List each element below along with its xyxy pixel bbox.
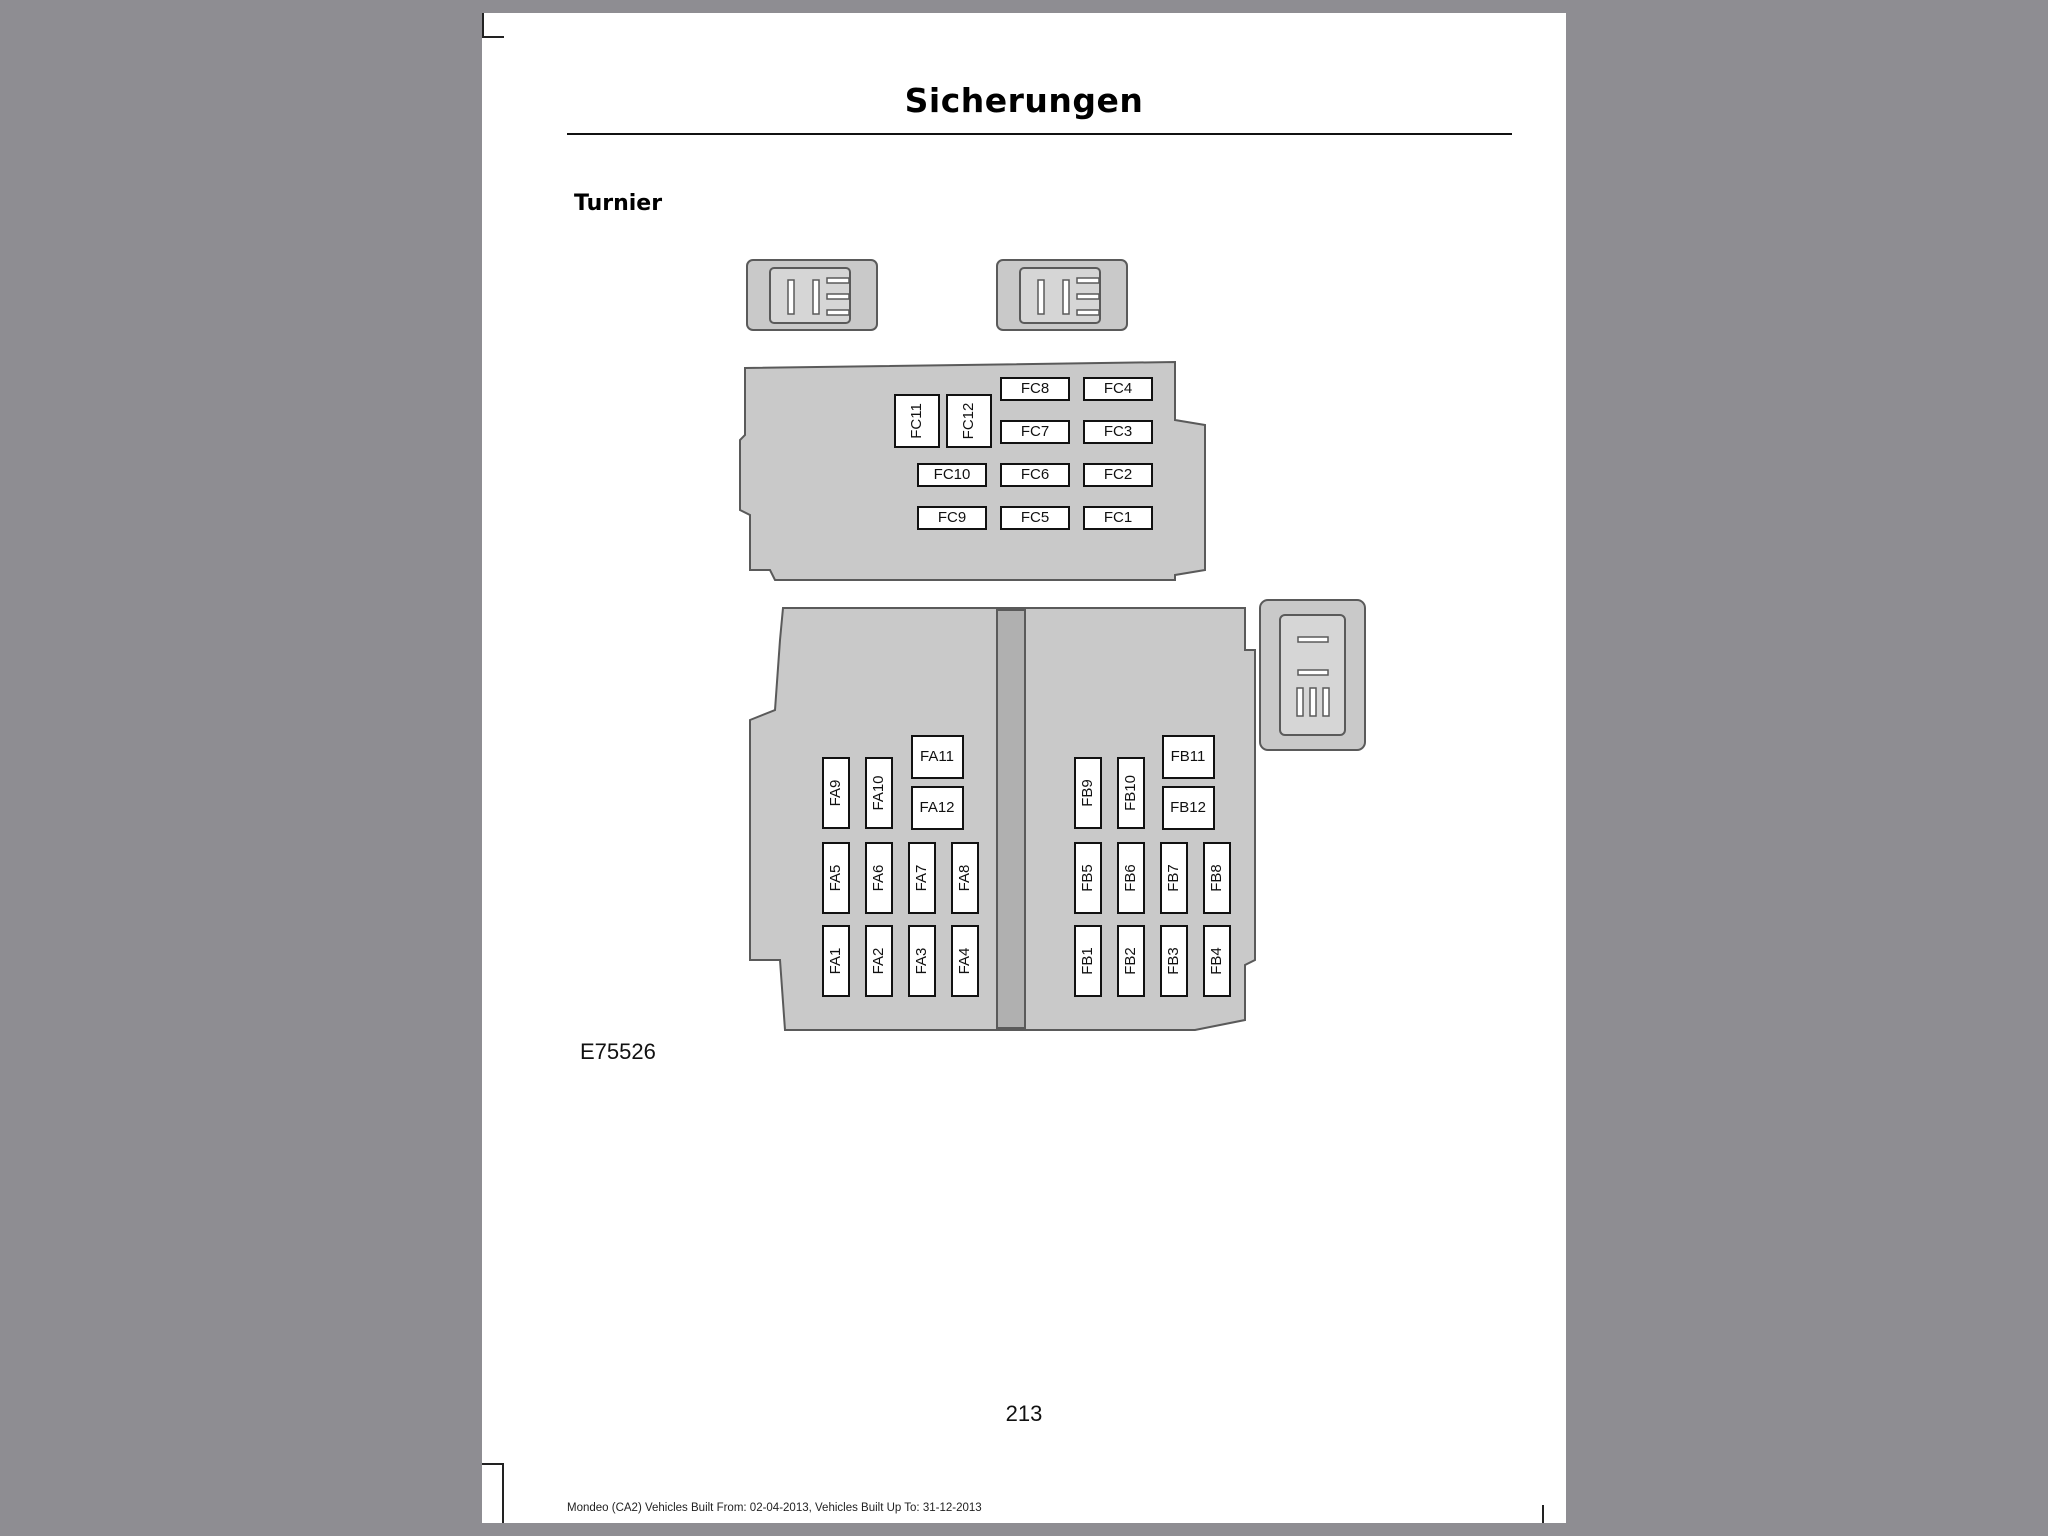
relay-slot	[1323, 688, 1329, 716]
relay-slot	[1077, 294, 1099, 299]
fuse-fb9	[1075, 758, 1101, 828]
svg-text:FA9: FA9	[826, 779, 844, 807]
fuse-fc5	[1001, 507, 1069, 529]
relay-slot	[813, 280, 819, 314]
svg-text:FC6: FC6	[1020, 465, 1050, 483]
relay-slot	[827, 278, 849, 283]
fuse-fc1	[1084, 507, 1152, 529]
svg-text:FB2: FB2	[1121, 947, 1139, 975]
fuse-fa11	[912, 736, 963, 778]
fuse-fb7	[1161, 843, 1187, 913]
fuse-fb11	[1163, 736, 1214, 778]
relay-slot	[1077, 310, 1099, 315]
relay-slot	[1297, 688, 1303, 716]
page-title: Sicherungen	[904, 81, 1144, 120]
page-footer: Mondeo (CA2) Vehicles Built From: 02-04-2013, Vehicles Built Up To: 31-12-2013	[567, 1502, 982, 1514]
svg-text:FA6: FA6	[869, 864, 887, 892]
relay-slot	[1077, 278, 1099, 283]
crop-mark-top-left-h	[482, 36, 504, 38]
fuse-fa4	[952, 926, 978, 996]
svg-text:FC1: FC1	[1103, 508, 1133, 526]
fuse-fc10	[918, 464, 986, 486]
relay-slot	[1310, 688, 1316, 716]
crop-mark-top-left	[482, 13, 484, 37]
fuse-fb4	[1204, 926, 1230, 996]
relay-slot	[827, 294, 849, 299]
svg-text:FA1: FA1	[826, 947, 844, 975]
fuse-fc3	[1084, 421, 1152, 443]
svg-text:FC5: FC5	[1020, 508, 1050, 526]
svg-text:FC9: FC9	[937, 508, 967, 526]
svg-text:FB3: FB3	[1164, 947, 1182, 975]
fuse-fb10	[1118, 758, 1144, 828]
fuse-fc9	[918, 507, 986, 529]
page-number: 213	[1005, 1401, 1043, 1426]
lower-block-divider	[997, 610, 1025, 1028]
relay-slot	[1063, 280, 1069, 314]
fuse-fa1	[823, 926, 849, 996]
fuse-fc4	[1084, 378, 1152, 400]
svg-text:FC11: FC11	[907, 403, 925, 439]
fuse-fc12	[947, 395, 991, 447]
fuse-fc6	[1001, 464, 1069, 486]
relay-slot	[827, 310, 849, 315]
svg-text:FA3: FA3	[912, 947, 930, 975]
title-rule	[567, 133, 1512, 135]
svg-text:FB5: FB5	[1078, 864, 1096, 892]
svg-text:FB6: FB6	[1121, 864, 1139, 892]
fuse-fb1	[1075, 926, 1101, 996]
relay-slot	[1038, 280, 1044, 314]
fuse-fb12	[1163, 787, 1214, 829]
svg-text:FB1: FB1	[1078, 947, 1096, 975]
svg-text:FA4: FA4	[955, 947, 973, 975]
svg-text:FC7: FC7	[1020, 422, 1050, 440]
fuse-fb6	[1118, 843, 1144, 913]
svg-text:FB8: FB8	[1207, 864, 1225, 892]
fuse-fb5	[1075, 843, 1101, 913]
svg-text:FC4: FC4	[1103, 379, 1133, 397]
fuse-fc11	[895, 395, 939, 447]
svg-text:FC2: FC2	[1103, 465, 1133, 483]
fuse-fa3	[909, 926, 935, 996]
relay-slot	[788, 280, 794, 314]
fuse-fa7	[909, 843, 935, 913]
svg-text:FB10: FB10	[1121, 775, 1139, 811]
svg-text:FB4: FB4	[1207, 947, 1225, 975]
fuse-fa10	[866, 758, 892, 828]
section-heading: Turnier	[574, 191, 663, 216]
svg-text:FC8: FC8	[1020, 379, 1050, 397]
fuse-fc7	[1001, 421, 1069, 443]
svg-text:FC3: FC3	[1103, 422, 1133, 440]
svg-text:FB7: FB7	[1164, 864, 1182, 892]
fuse-fc8	[1001, 378, 1069, 400]
svg-text:FB9: FB9	[1078, 779, 1096, 807]
svg-text:FA11: FA11	[920, 747, 954, 765]
relay-slot	[1298, 670, 1328, 675]
svg-text:FC12: FC12	[959, 402, 977, 440]
svg-text:FA7: FA7	[912, 864, 930, 892]
svg-text:FB12: FB12	[1170, 798, 1206, 816]
fuse-fa12	[912, 787, 963, 829]
fuse-fa6	[866, 843, 892, 913]
svg-text:FB11: FB11	[1170, 747, 1206, 765]
svg-text:FA10: FA10	[869, 775, 887, 811]
fuse-fa8	[952, 843, 978, 913]
fuse-fa5	[823, 843, 849, 913]
fuse-fb3	[1161, 926, 1187, 996]
svg-text:FA5: FA5	[826, 864, 844, 892]
svg-text:FA8: FA8	[955, 864, 973, 892]
fuse-fb2	[1118, 926, 1144, 996]
fuse-fb8	[1204, 843, 1230, 913]
figure-id: E75526	[580, 1039, 656, 1064]
svg-text:FA2: FA2	[869, 947, 887, 975]
fuse-fa2	[866, 926, 892, 996]
fuse-fc2	[1084, 464, 1152, 486]
svg-text:FA12: FA12	[919, 798, 955, 816]
crop-mark-bottom-right	[1542, 1505, 1544, 1523]
svg-text:FC10: FC10	[933, 465, 971, 483]
crop-mark-bottom-left	[482, 1463, 504, 1465]
fuse-box-diagram	[735, 240, 1375, 1050]
crop-mark-bottom-left-v	[502, 1463, 504, 1523]
fuse-fa9	[823, 758, 849, 828]
relay-slot	[1298, 637, 1328, 642]
